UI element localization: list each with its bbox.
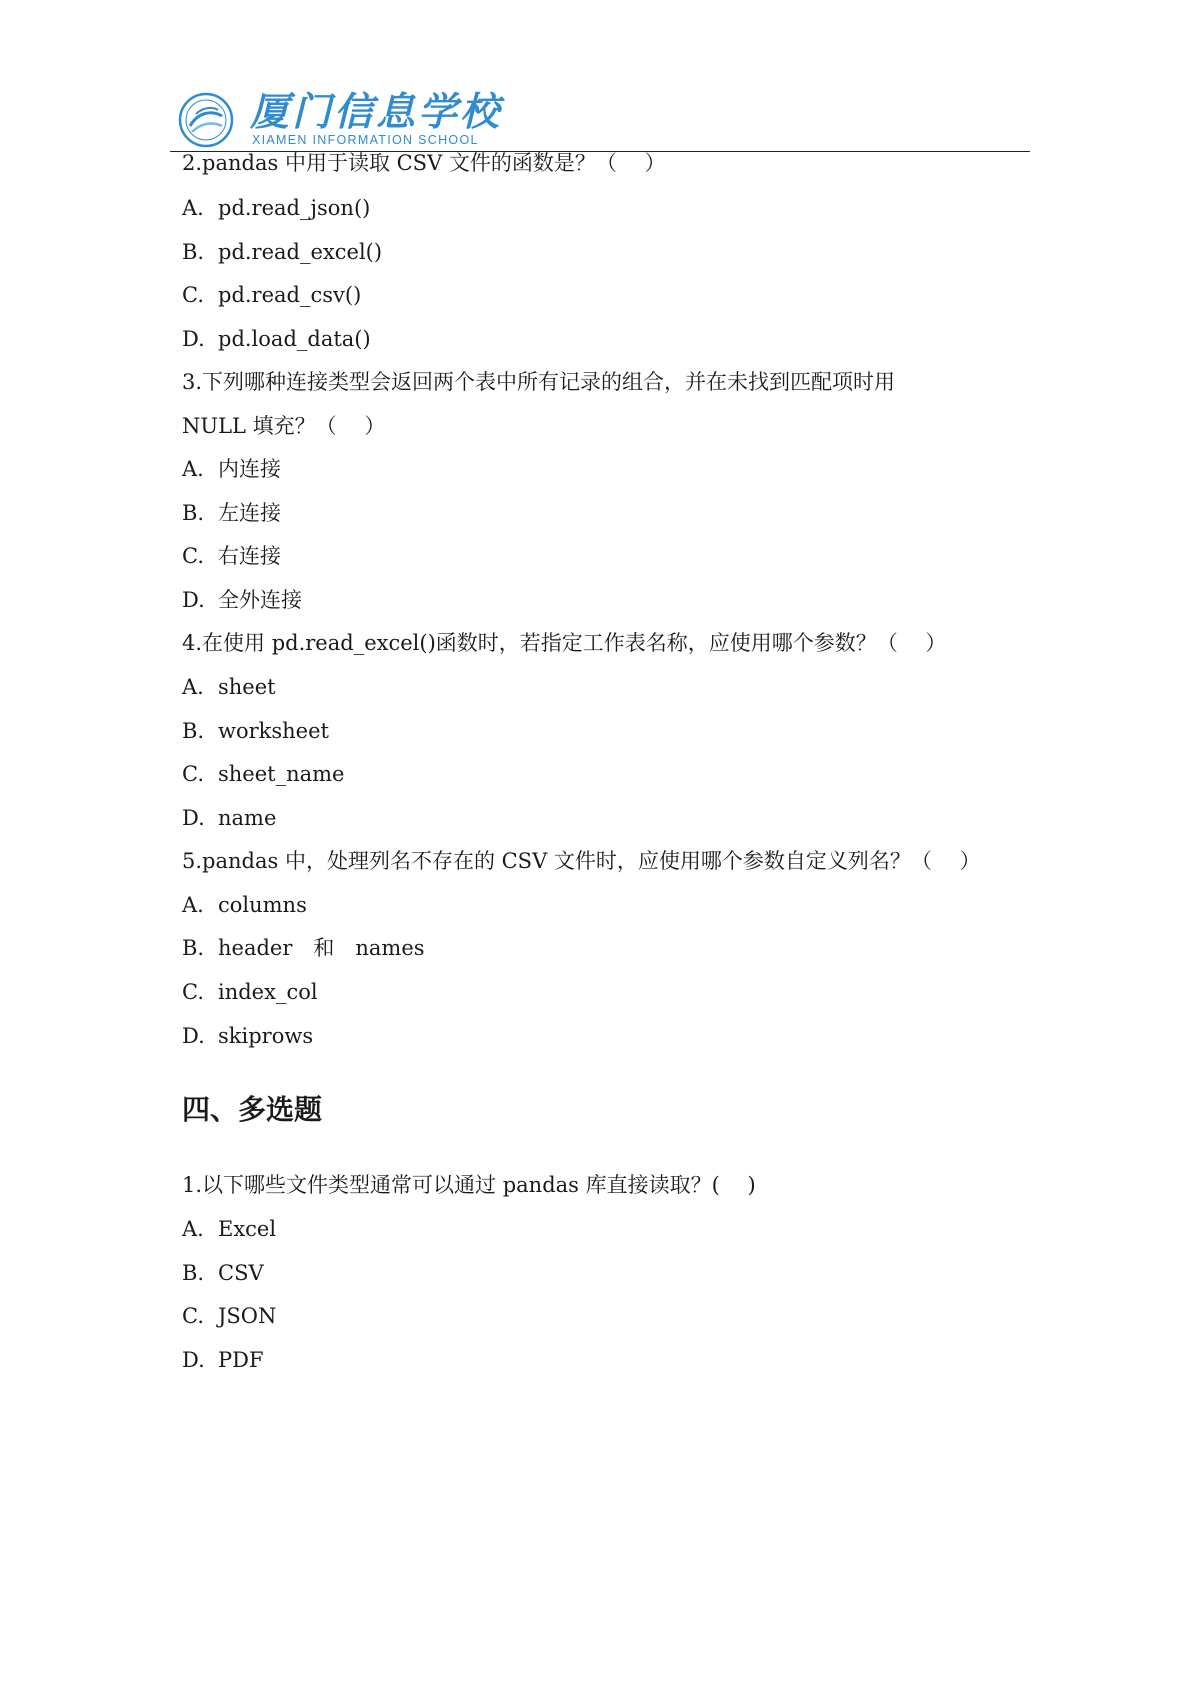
question-5-option-a: A. columns (182, 893, 307, 917)
question-3-stem-line2: NULL 填充？（ ） (182, 414, 386, 438)
question-3-option-a: A. 内连接 (182, 457, 281, 481)
mc-question-1-option-d: D. PDF (182, 1348, 264, 1372)
mc-question-1-stem: 1.以下哪些文件类型通常可以通过 pandas 库直接读取？( ) (182, 1173, 756, 1197)
mc-question-1-option-b: B. CSV (182, 1261, 264, 1285)
question-5-option-b: B. header 和 names (182, 936, 425, 960)
section-title-multiple-choice: 四、多选题 (182, 1093, 323, 1126)
question-3-option-d: D. 全外连接 (182, 588, 302, 612)
mc-question-1-option-c: C. JSON (182, 1304, 277, 1328)
question-3-option-b: B. 左连接 (182, 501, 281, 525)
question-5-option-c: C. index_col (182, 980, 318, 1004)
mc-question-1-option-a: A. Excel (182, 1217, 277, 1241)
question-4-stem: 4.在使用 pd.read_excel()函数时，若指定工作表名称，应使用哪个参数？（ ） (182, 631, 947, 655)
question-2-option-d: D. pd.load_data() (182, 327, 371, 351)
question-2-option-b: B. pd.read_excel() (182, 240, 383, 264)
school-name-chinese: 厦门信息学校 (250, 89, 503, 135)
question-5-option-d: D. skiprows (182, 1024, 314, 1048)
page-header (170, 88, 1030, 152)
question-3-stem-line1: 3.下列哪种连接类型会返回两个表中所有记录的组合，并在未找到匹配项时用 (182, 370, 896, 394)
question-2-stem: 2.pandas 中用于读取 CSV 文件的函数是？（ ） (182, 151, 666, 175)
question-4-option-d: D. name (182, 806, 277, 830)
question-2-option-a: A. pd.read_json() (182, 196, 371, 220)
question-2-option-c: C. pd.read_csv() (182, 283, 362, 307)
question-3-option-c: C. 右连接 (182, 544, 281, 568)
question-5-stem: 5.pandas 中，处理列名不存在的 CSV 文件时，应使用哪个参数自定义列名？（ ） (182, 849, 981, 873)
question-4-option-b: B. worksheet (182, 719, 329, 743)
school-name-english: XIAMEN INFORMATION SCHOOL (252, 133, 479, 147)
school-emblem-icon (178, 92, 234, 148)
question-4-option-c: C. sheet_name (182, 762, 345, 786)
question-4-option-a: A. sheet (182, 675, 276, 699)
